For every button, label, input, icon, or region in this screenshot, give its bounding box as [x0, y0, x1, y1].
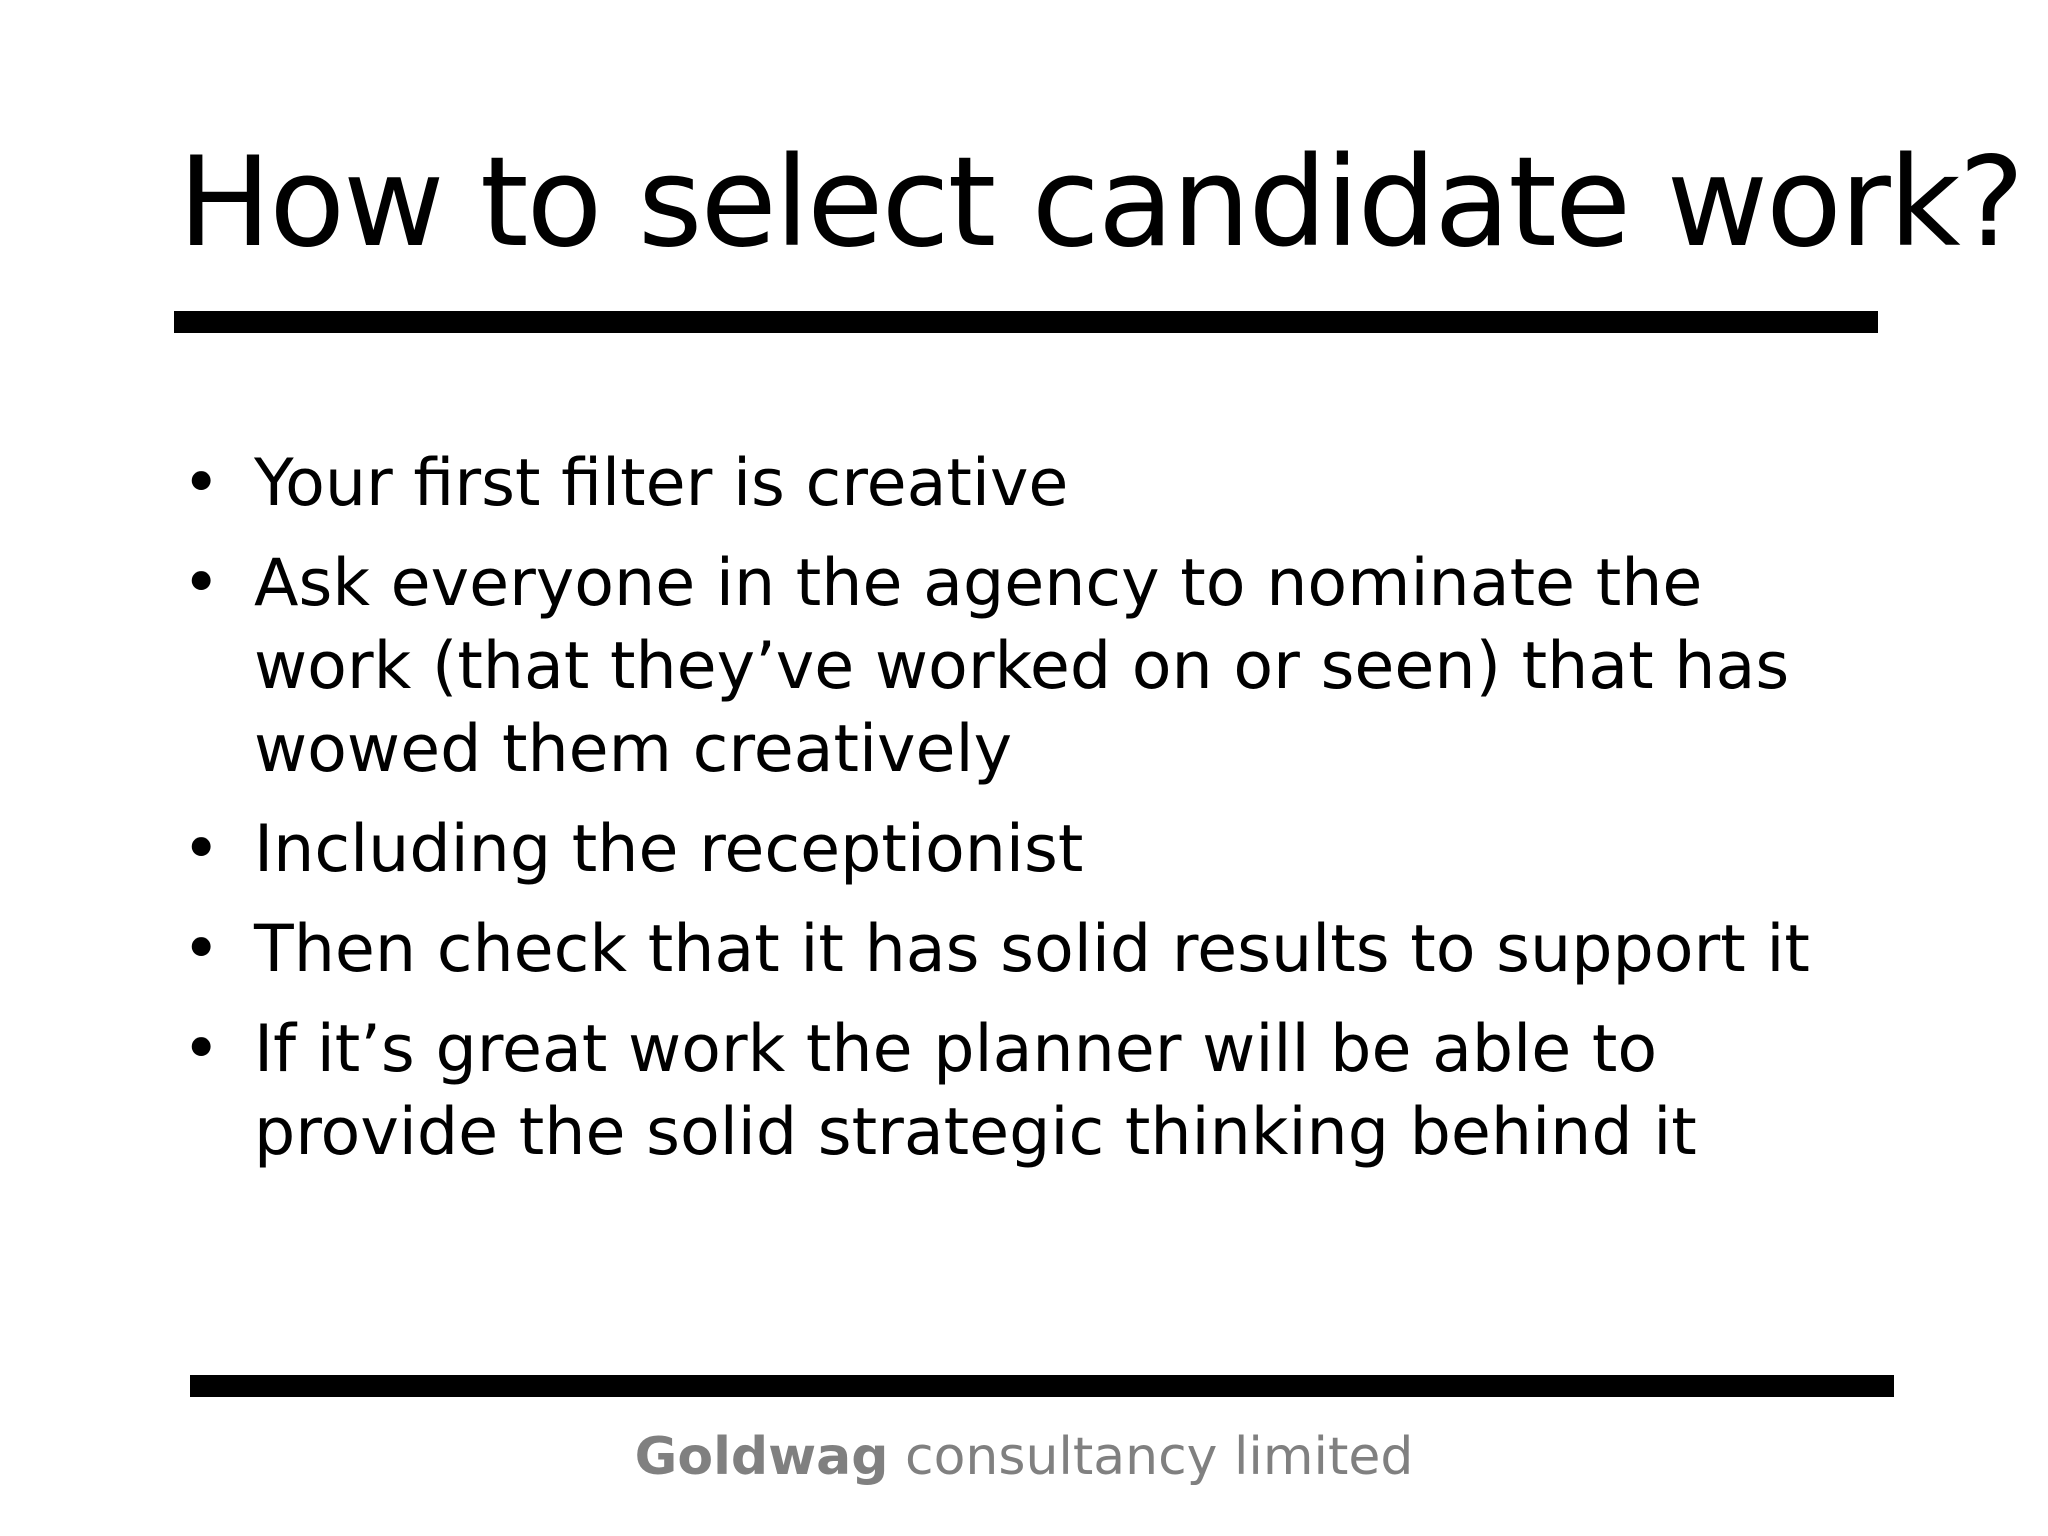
- slide-title: How to select candidate work?: [178, 131, 2023, 275]
- bullet-item: [178, 542, 1878, 791]
- footer-company-rest: consultancy limited: [888, 1427, 1414, 1487]
- bullet-text: Then check that it has solid results to support it: [254, 912, 1810, 987]
- bullet-dot-icon: •: [182, 812, 221, 887]
- bullet-dot-icon: •: [182, 912, 221, 987]
- bullet-text: If it’s great work the planner will be able to provide the solid strategic thinking behind it: [254, 1012, 1697, 1170]
- bullet-dot-icon: •: [182, 446, 221, 521]
- title-divider: [174, 311, 1878, 333]
- bullet-dot-icon: •: [182, 546, 221, 621]
- bullet-item: [178, 1008, 1878, 1174]
- bullet-item: [178, 908, 1878, 991]
- bullet-list: [178, 442, 1878, 1191]
- bullet-item: [178, 808, 1878, 891]
- bullet-text: Including the receptionist: [254, 812, 1084, 887]
- bullet-text: Your first filter is creative: [254, 446, 1069, 521]
- bullet-dot-icon: •: [182, 1012, 221, 1087]
- footer-brand: Goldwag: [634, 1427, 889, 1487]
- bullet-item: [178, 442, 1878, 525]
- bullet-text: Ask everyone in the agency to nominate the work (that they’ve worked on or seen) that has wowed them creatively: [254, 546, 1790, 787]
- footer-company: [0, 1422, 2048, 1492]
- footer-divider: [190, 1375, 1894, 1397]
